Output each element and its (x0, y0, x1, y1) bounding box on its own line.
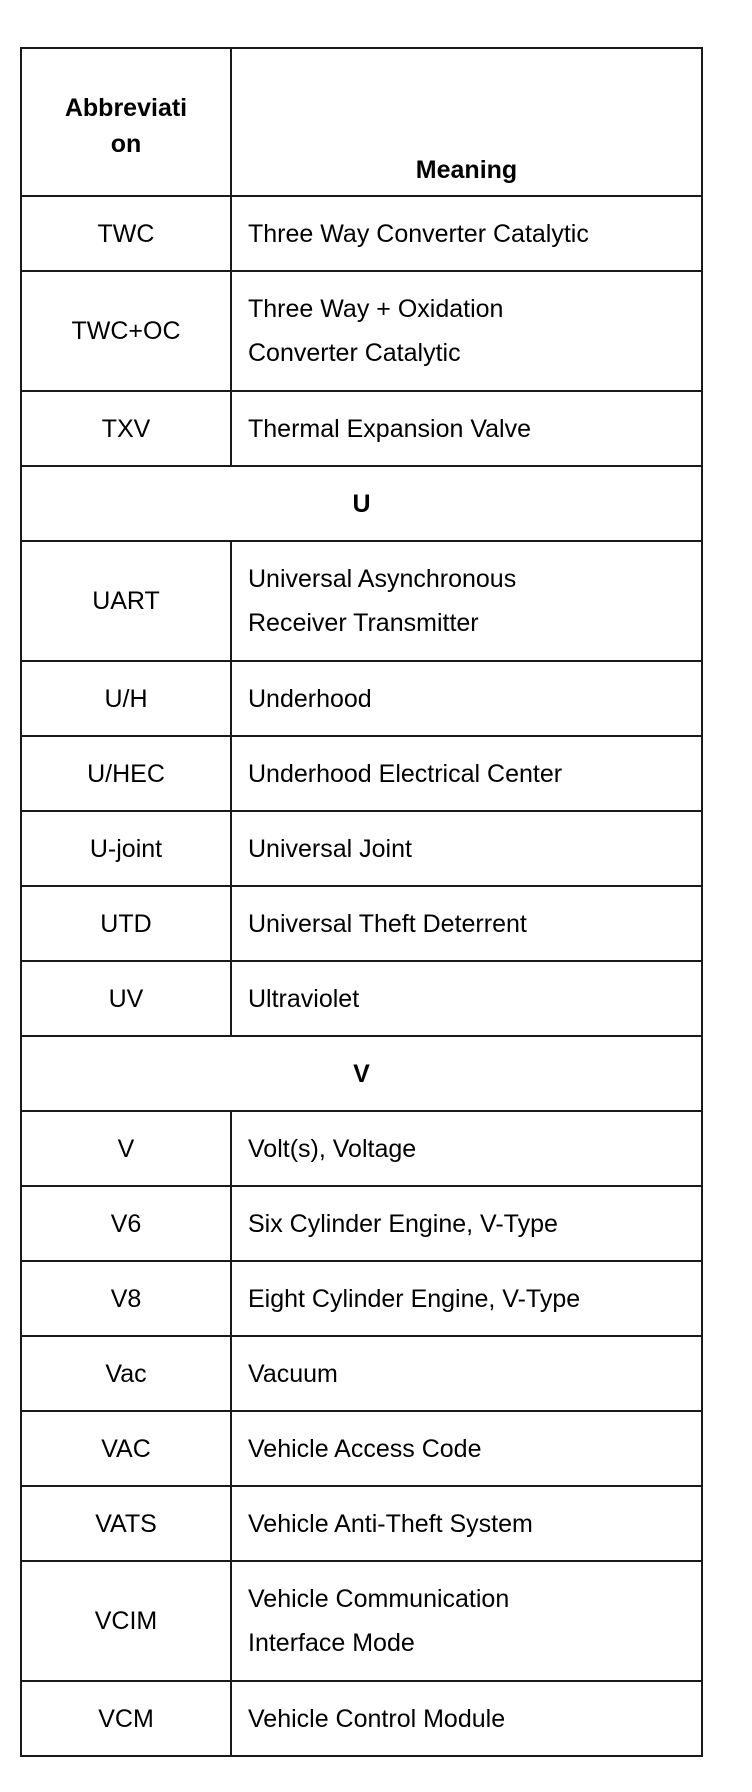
meaning-cell: Six Cylinder Engine, V-Type (231, 1186, 702, 1261)
abbreviation-cell: UTD (21, 886, 231, 961)
table-row (21, 1186, 702, 1261)
table-row (21, 886, 702, 961)
meaning-cell: Universal Theft Deterrent (231, 886, 702, 961)
table-row (21, 1681, 702, 1756)
meaning-cell: Ultraviolet (231, 961, 702, 1036)
meaning-cell: Thermal Expansion Valve (231, 391, 702, 466)
table-row (21, 961, 702, 1036)
meaning-cell (231, 1561, 702, 1681)
section-heading: U (21, 466, 702, 541)
meaning-column-header: Meaning (231, 48, 702, 196)
abbreviation-cell: TXV (21, 391, 231, 466)
meaning-cell: Eight Cylinder Engine, V-Type (231, 1261, 702, 1336)
meaning-cell (231, 271, 702, 391)
meaning-line: Converter Catalytic (248, 339, 461, 367)
meaning-line: Three Way + Oxidation (248, 295, 504, 323)
meaning-cell: Underhood (231, 661, 702, 736)
abbreviation-cell: VCM (21, 1681, 231, 1756)
abbreviation-column-header (21, 48, 231, 196)
section-row-u (21, 466, 702, 541)
abbreviation-cell: VAC (21, 1411, 231, 1486)
abbreviation-cell: UV (21, 961, 231, 1036)
table-row (21, 736, 702, 811)
meaning-cell: Vehicle Control Module (231, 1681, 702, 1756)
abbreviation-cell: U/H (21, 661, 231, 736)
abbreviation-cell: VCIM (21, 1561, 231, 1681)
abbreviation-cell: V (21, 1111, 231, 1186)
table-row (21, 1336, 702, 1411)
meaning-line: Universal Asynchronous (248, 565, 517, 593)
section-row-v (21, 1036, 702, 1111)
table-row (21, 1561, 702, 1681)
table-row (21, 1411, 702, 1486)
meaning-line: Vehicle Communication (248, 1585, 510, 1613)
table-row (21, 1486, 702, 1561)
meaning-line: Interface Mode (248, 1629, 415, 1657)
abbreviation-cell: U/HEC (21, 736, 231, 811)
meaning-line: Receiver Transmitter (248, 609, 479, 637)
meaning-cell: Volt(s), Voltage (231, 1111, 702, 1186)
table-row (21, 1261, 702, 1336)
abbreviation-cell: TWC (21, 196, 231, 271)
abbreviation-cell: V6 (21, 1186, 231, 1261)
section-heading: V (21, 1036, 702, 1111)
abbreviation-header-line2: on (110, 130, 142, 158)
table-row (21, 271, 702, 391)
abbreviation-cell: Vac (21, 1336, 231, 1411)
abbreviations-table (20, 47, 703, 1757)
meaning-cell: Vehicle Anti-Theft System (231, 1486, 702, 1561)
meaning-cell: Three Way Converter Catalytic (231, 196, 702, 271)
table-header-row (21, 48, 702, 196)
meaning-cell: Vehicle Access Code (231, 1411, 702, 1486)
meaning-cell: Underhood Electrical Center (231, 736, 702, 811)
meaning-cell: Universal Joint (231, 811, 702, 886)
abbreviation-cell: U-joint (21, 811, 231, 886)
abbreviation-cell: VATS (21, 1486, 231, 1561)
table-row (21, 541, 702, 661)
meaning-cell (231, 541, 702, 661)
meaning-cell: Vacuum (231, 1336, 702, 1411)
table-row (21, 661, 702, 736)
table-row (21, 196, 702, 271)
table-row (21, 811, 702, 886)
abbreviation-header-line1: Abbreviati (64, 94, 188, 122)
abbreviation-cell: UART (21, 541, 231, 661)
abbreviation-cell: TWC+OC (21, 271, 231, 391)
table-row (21, 391, 702, 466)
table-row (21, 1111, 702, 1186)
abbreviation-cell: V8 (21, 1261, 231, 1336)
